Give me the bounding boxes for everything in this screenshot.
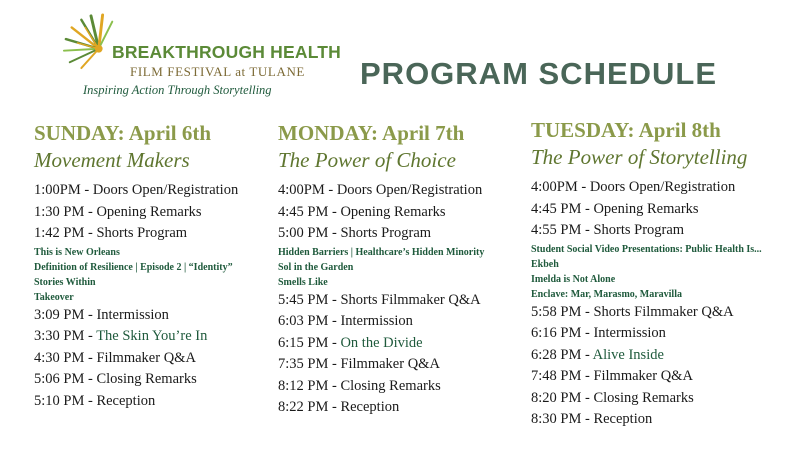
day-theme: Movement Makers [34, 148, 190, 172]
logo-subtitle: FILM FESTIVAL at TULANE [130, 64, 305, 79]
schedule-event: 1:42 PM - Shorts Program [34, 225, 188, 241]
schedule-event: 8:22 PM - Reception [278, 399, 400, 415]
schedule-event: 8:12 PM - Closing Remarks [278, 377, 441, 394]
schedule-event: 7:48 PM - Filmmaker Q&A [531, 368, 693, 384]
film-title: Hidden Barriers | Healthcare’s Hidden Minority [278, 246, 485, 258]
header [0, 0, 800, 120]
feature-film-title: The Skin You’re In [96, 328, 208, 344]
schedule-event: 6:16 PM - Intermission [531, 325, 666, 341]
event-time: 6:28 PM - [531, 346, 593, 363]
logo-title: BREAKTHROUGH HEALTH [112, 42, 342, 62]
film-title: Imelda is Not Alone [531, 273, 616, 285]
schedule-event: 4:45 PM - Opening Remarks [278, 203, 446, 220]
day-column-tuesday [531, 117, 793, 431]
film-title: Sol in the Garden [278, 261, 354, 273]
schedule-event: 1:30 PM - Opening Remarks [34, 203, 202, 220]
day-heading: TUESDAY: April 8th [531, 118, 721, 142]
film-title: Definition of Resilience | Episode 2 | “Identity” [34, 261, 233, 273]
day-theme: The Power of Storytelling [531, 145, 748, 169]
day-column-monday [278, 120, 526, 419]
schedule-list [531, 177, 793, 431]
logo-tagline: Inspiring Action Through Storytelling [83, 83, 272, 97]
day-theme: The Power of Choice [278, 148, 456, 172]
film-title: This is New Orleans [34, 246, 120, 258]
schedule-event: 4:00PM - Doors Open/Registration [531, 179, 736, 195]
film-title: Enclave: Mar, Marasmo, Maravilla [531, 288, 682, 300]
feature-event [34, 326, 270, 348]
day-column-sunday [34, 120, 270, 412]
schedule-list [278, 180, 526, 419]
page-title: PROGRAM SCHEDULE [360, 56, 718, 91]
schedule-event: 8:30 PM - Reception [531, 411, 653, 427]
film-title: Ekbeh [531, 258, 559, 270]
feature-event [531, 345, 793, 367]
event-time: 3:30 PM - [34, 328, 97, 344]
schedule-event: 5:58 PM - Shorts Filmmaker Q&A [531, 303, 734, 320]
schedule-event: 4:45 PM - Opening Remarks [531, 200, 699, 217]
schedule-event: 1:00PM - Doors Open/Registration [34, 182, 239, 198]
schedule-event: 4:30 PM - Filmmaker Q&A [34, 349, 196, 366]
feature-film-title: Alive Inside [592, 346, 664, 363]
event-time: 6:15 PM - [278, 334, 341, 351]
schedule-event: 5:06 PM - Closing Remarks [34, 371, 197, 387]
schedule-event: 4:55 PM - Shorts Program [531, 222, 685, 238]
schedule-event: 5:45 PM - Shorts Filmmaker Q&A [278, 291, 481, 308]
schedule-event: 3:09 PM - Intermission [34, 306, 169, 323]
feature-film-title: On the Divide [340, 334, 423, 351]
film-title: Stories Within [34, 276, 96, 288]
schedule-event: 6:03 PM - Intermission [278, 313, 413, 329]
day-heading: MONDAY: April 7th [278, 121, 465, 145]
schedule-list [34, 180, 270, 412]
feature-event [278, 333, 526, 355]
schedule-event: 4:00PM - Doors Open/Registration [278, 182, 483, 198]
schedule-event: 8:20 PM - Closing Remarks [531, 389, 694, 406]
film-title: Smells Like [278, 276, 328, 288]
schedule-event: 5:00 PM - Shorts Program [278, 225, 432, 241]
day-heading: SUNDAY: April 6th [34, 121, 211, 145]
film-title: Student Social Video Presentations: Public Health Is... [531, 243, 762, 255]
schedule-event: 7:35 PM - Filmmaker Q&A [278, 356, 440, 372]
film-title: Takeover [34, 291, 74, 303]
schedule-event: 5:10 PM - Reception [34, 392, 156, 409]
